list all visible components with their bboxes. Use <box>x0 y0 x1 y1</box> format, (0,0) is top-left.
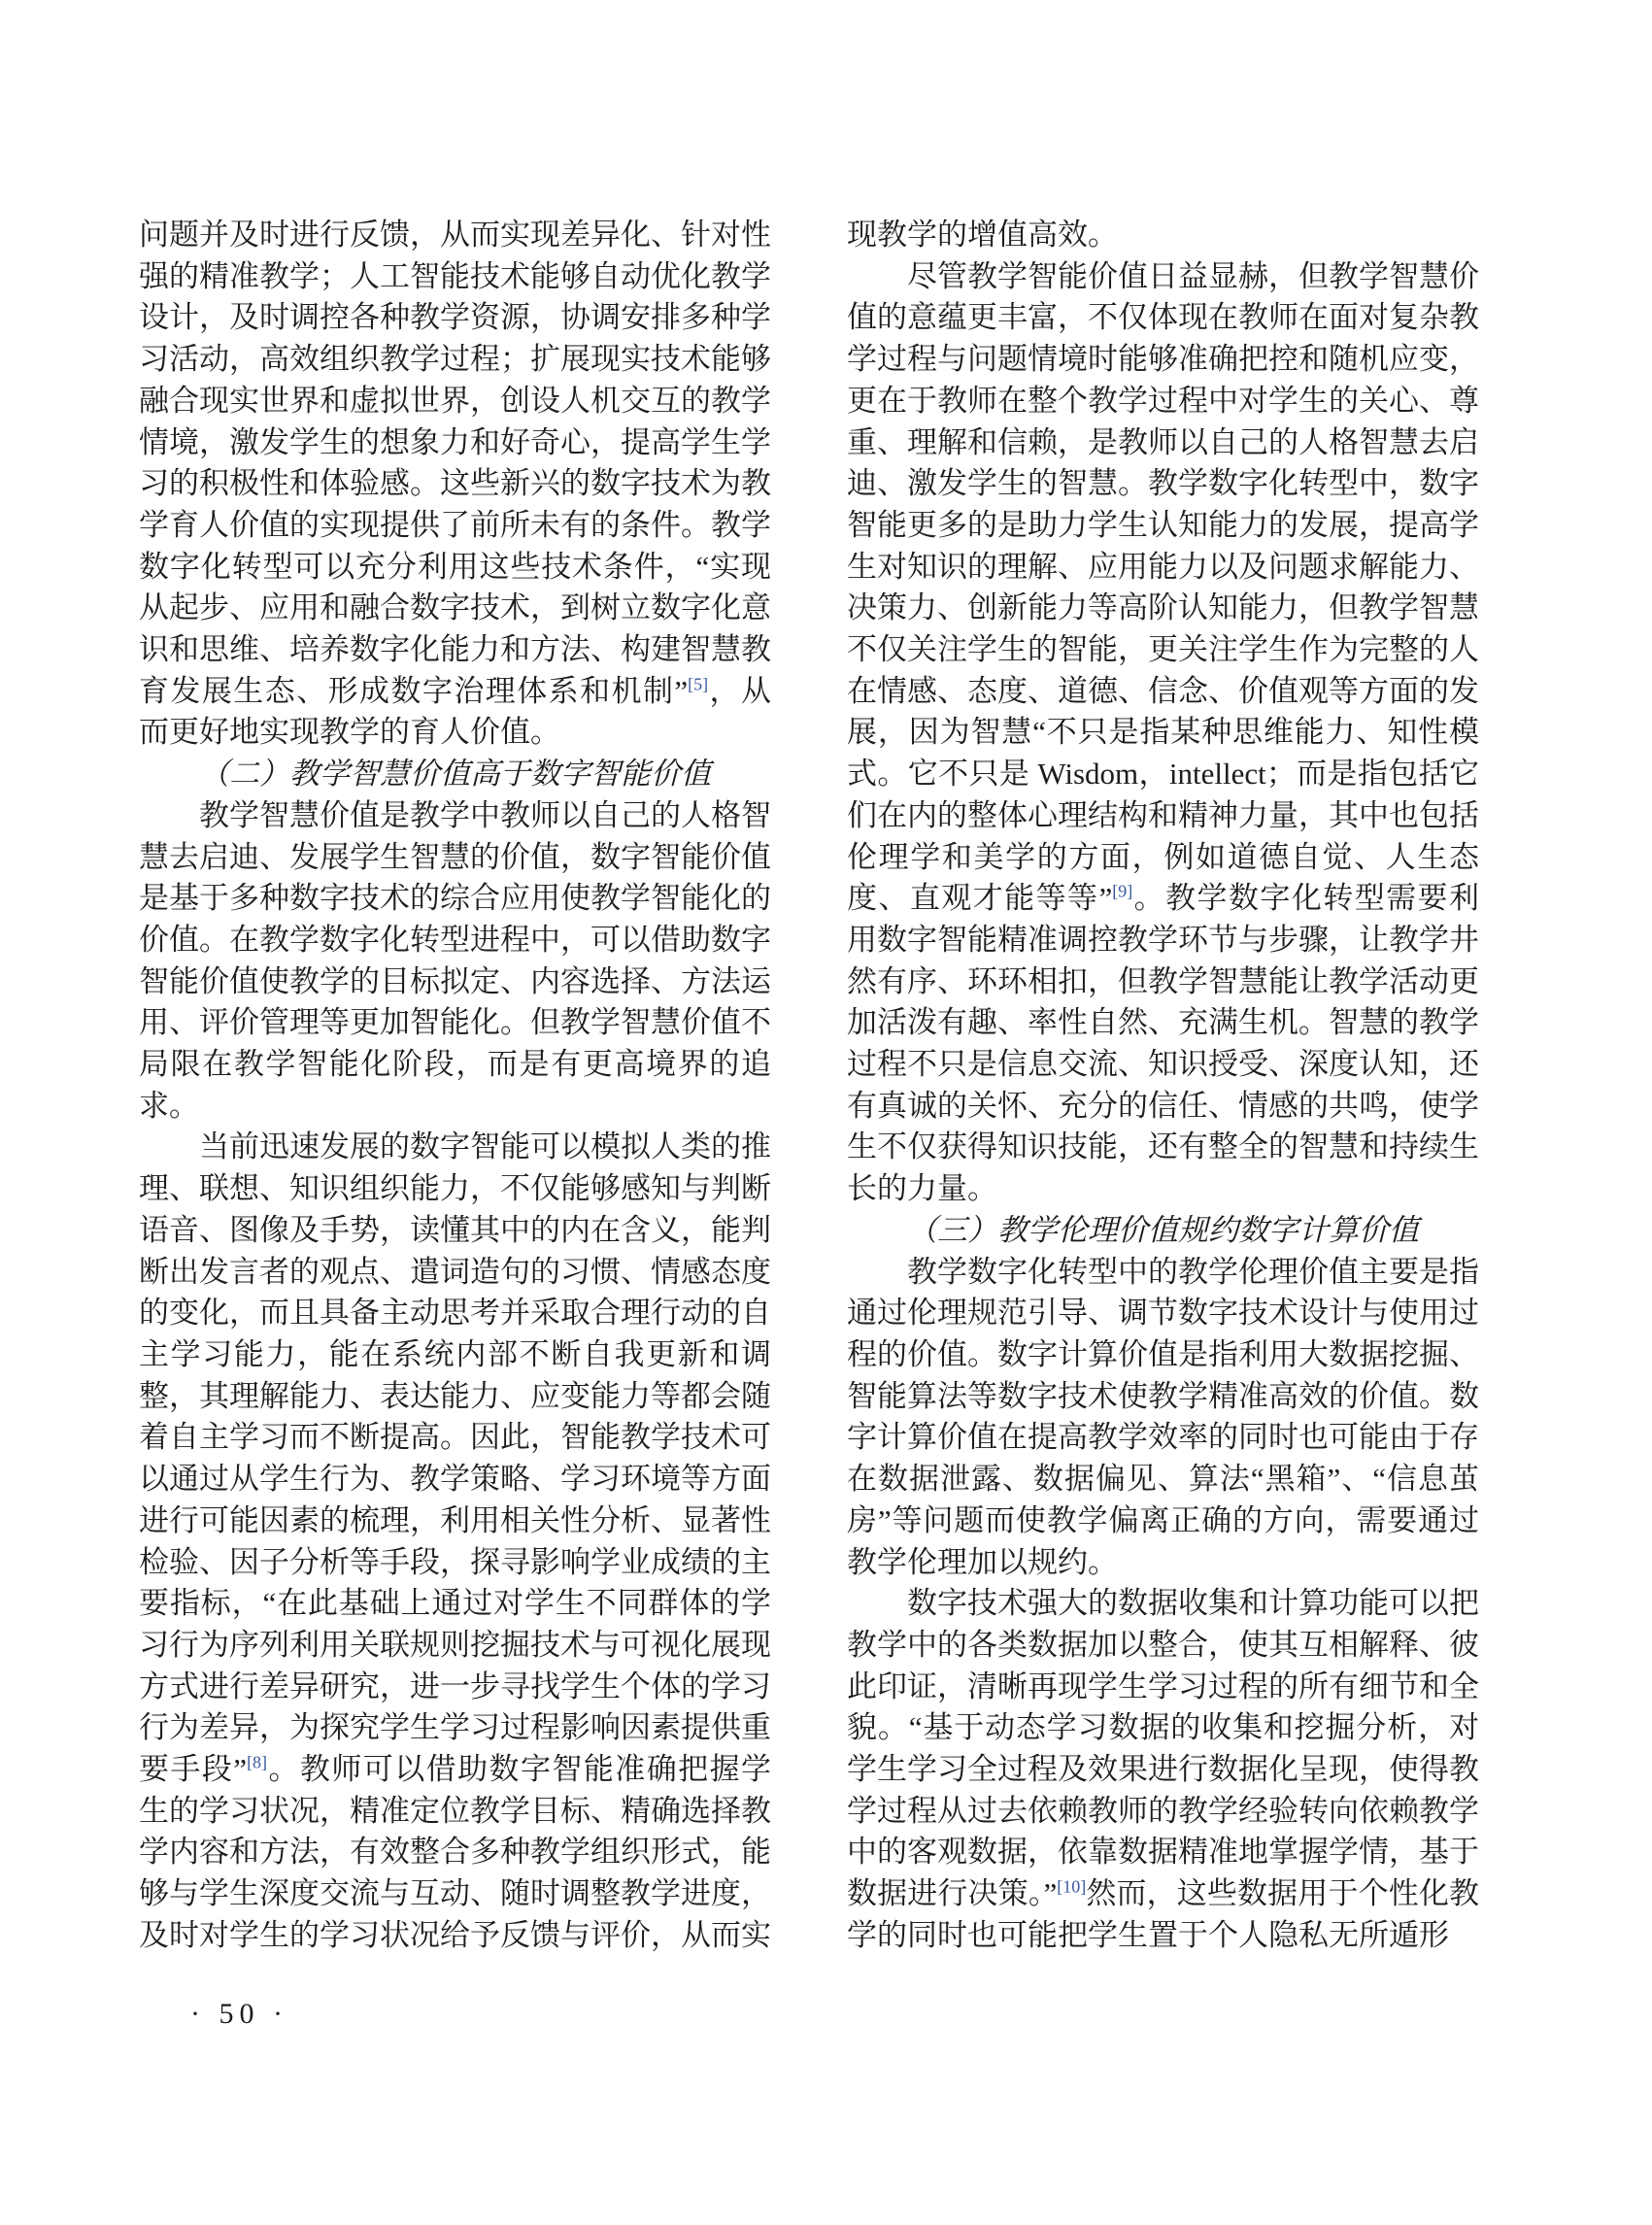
body-paragraph: 教学数字化转型中的教学伦理价值主要是指通过伦理规范引导、调节数字技术设计与使用过程的价值。数字计算价值是指利用大数据挖掘、智能算法等数字技术使教学精准高效的价值。数字计算价值在提高教学效率的同时也可能由于存在数据泄露、数据偏见、算法“黑箱”、“信息茧房”等问题而使教学偏离正确的方向，需要通过教学伦理加以规约。 <box>847 1254 1479 1579</box>
body-paragraph: 教学智慧价值是教学中教师以自己的人格智慧去启迪、发展学生智慧的价值，数字智能价值是基于多种数字技术的综合应用使教学智能化的价值。在教学数字化转型进程中，可以借助数字智能价值使教学的目标拟定、内容选择、方法运用、评价管理等更加智能化。但教学智慧价值不局限在教学智能化阶段，而是有更高境界的追求。 <box>139 797 771 1123</box>
citation-ref: [5] <box>688 674 709 694</box>
page-number: · 50 · <box>190 1998 288 2030</box>
citation-ref: [9] <box>1112 881 1133 901</box>
right-column <box>847 215 1479 1957</box>
citation-ref: [8] <box>247 1752 268 1772</box>
body-paragraph: 数字技术强大的数据收集和计算功能可以把教学中的各类数据加以整合，使其互相解释、彼此印证，清晰再现学生学习过程的所有细节和全貌。“基于动态学习数据的收集和挖掘分析，对学生学习全过程及效果进行数据化呈现，使得教学过程从过去依赖教师的教学经验转向依赖教学中的客观数据，依靠数据精准地掌握学情，基于数据进行决策。”[10]然而，这些数据用于个性化教学的同时也可能把学生置于个人隐私无所遁形 <box>847 1586 1480 1952</box>
section-heading-3: （三）教学伦理价值规约数字计算价值 <box>907 1212 1419 1247</box>
citation-ref: [10] <box>1057 1876 1087 1897</box>
body-paragraph: 现教学的增值高效。 <box>847 218 1118 252</box>
body-paragraph: 尽管教学智能价值日益显赫，但教学智慧价值的意蕴更丰富，不仅体现在教师在面对复杂教学过程与问题情境时能够准确把控和随机应变，更在于教师在整个教学过程中对学生的关心、尊重、理解和信赖，是教师以自己的人格智慧去启迪、激发学生的智慧。教学数字化转型中，数字智能更多的是助力学生认知能力的发展，提高学生对知识的理解、应用能力以及问题求解能力、决策力、创新能力等高阶认知能力，但教学智慧不仅关注学生的智能，更关注学生作为完整的人在情感、态度、道德、信念、价值观等方面的发展，因为智慧“不只是指某种思维能力、知性模式。它不只是 Wisdom，intellect；而是指包括它们在内的整体心理结构和精神力量，其中也包括伦理学和美学的方面，例如道德自觉、人生态度、直观才能等等”[9]。教学数字化转型需要利用数字智能精准调控教学环节与步骤，让教学井然有序、环环相扣，但教学智慧能让教学活动更加活泼有趣、率性自然、充满生机。智慧的教学过程不只是信息交流、知识授受、深度认知，还有真诚的关怀、充分的信任、情感的共鸣，使学生不仅获得知识技能，还有整全的智慧和持续生长的力量。 <box>847 258 1479 1206</box>
body-paragraph: 问题并及时进行反馈，从而实现差异化、针对性强的精准教学；人工智能技术能够自动优化教学设计，及时调控各种教学资源，协调安排多种学习活动，高效组织教学过程；扩展现实技术能够融合现实世界和虚拟世界，创设人机交互的教学情境，激发学生的想象力和好奇心，提高学生学习的积极性和体验感。这些新兴的数字技术为教学育人价值的实现提供了前所未有的条件。教学数字化转型可以充分利用这些技术条件，“实现从起步、应用和融合数字技术，到树立数字化意识和思维、培养数字化能力和方法、构建智慧教育发展生态、形成数字治理体系和机制”[5]，从而更好地实现教学的育人价值。 <box>139 218 771 750</box>
section-heading-2: （二）教学智慧价值高于数字智能价值 <box>199 757 711 792</box>
left-column <box>139 215 771 1957</box>
body-paragraph: 当前迅速发展的数字智能可以模拟人类的推理、联想、知识组织能力，不仅能够感知与判断语音、图像及手势，读懂其中的内在含义，能判断出发言者的观点、遣词造句的习惯、情感态度的变化，而且具备主动思考并采取合理行动的自主学习能力，能在系统内部不断自我更新和调整，其理解能力、表达能力、应变能力等都会随着自主学习而不断提高。因此，智能教学技术可以通过从学生行为、教学策略、学习环境等方面进行可能因素的梳理，利用相关性分析、显著性检验、因子分析等手段，探寻影响学业成绩的主要指标，“在此基础上通过对学生不同群体的学习行为序列利用关联规则挖掘技术与可视化展现方式进行差异研究，进一步寻找学生个体的学习行为差异，为探究学生学习过程影响因素提供重要手段”[8]。教师可以借助数字智能准确把握学生的学习状况，精准定位教学目标、精确选择教学内容和方法，有效整合多种教学组织形式，能够与学生深度交流与互动、随时调整教学进度，及时对学生的学习状况给予反馈与评价，从而实 <box>139 1129 772 1952</box>
